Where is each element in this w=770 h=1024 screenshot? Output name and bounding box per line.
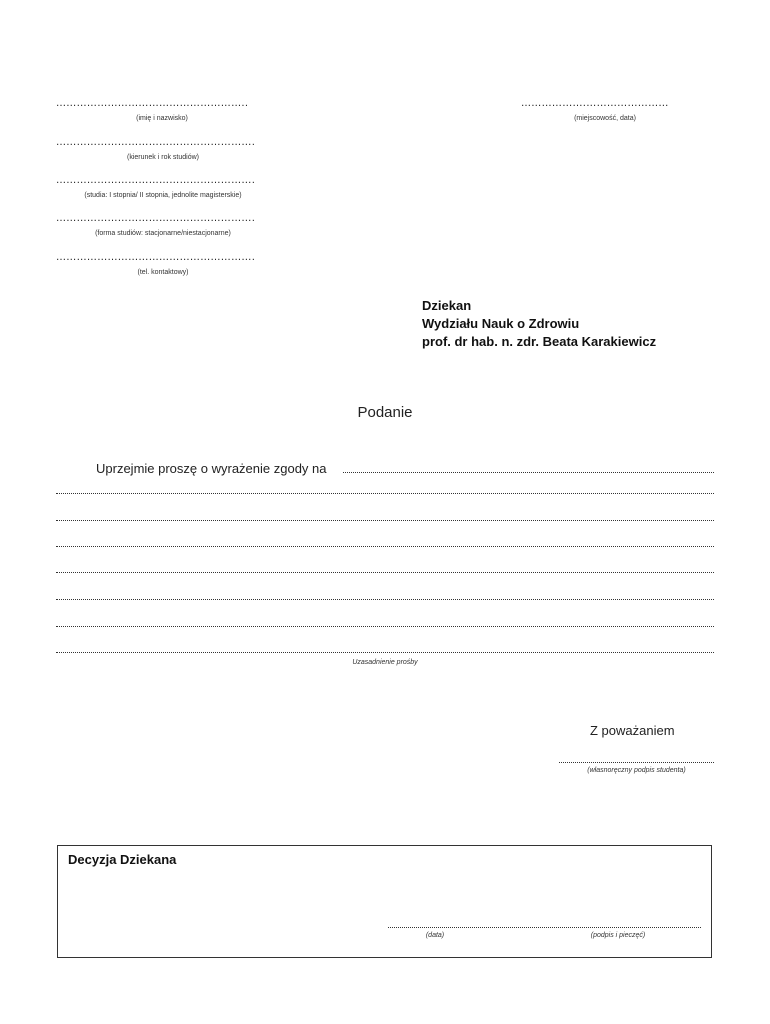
decision-signature-line[interactable] <box>388 927 701 928</box>
closing-salutation: Z poważaniem <box>590 723 675 738</box>
phone-dots[interactable]: …………………………………………………. <box>56 252 256 263</box>
study-level-label: (studia: I stopnia/ II stopnia, jednolite magisterskie) <box>84 192 242 199</box>
page-title: Podanie <box>357 404 413 421</box>
request-input-line[interactable] <box>343 472 714 473</box>
place-date-dots[interactable]: ……………….…………………… <box>521 98 669 109</box>
decision-signature-label: (podpis i pieczęć) <box>590 932 646 939</box>
decision-date-label: (data) <box>425 932 445 939</box>
decision-title: Decyzja Dziekana <box>68 852 177 867</box>
addressee-title: Dziekan <box>422 298 472 313</box>
justification-line-2[interactable] <box>56 520 714 521</box>
justification-line-5[interactable] <box>56 599 714 600</box>
justification-label: Uzasadnienie prośby <box>352 659 418 666</box>
request-intro: Uprzejmie proszę o wyrażenie zgody na <box>96 461 327 476</box>
justification-line-6[interactable] <box>56 626 714 627</box>
justification-line-4[interactable] <box>56 572 714 573</box>
phone-label: (tel. kontaktowy) <box>137 269 189 276</box>
name-field-dots[interactable]: ……………………………………………….. <box>56 98 249 109</box>
student-signature-label: (własnoręczny podpis studenta) <box>587 767 686 774</box>
student-signature-line[interactable] <box>559 762 714 763</box>
place-date-label: (miejscowość, data) <box>574 115 636 122</box>
addressee-name: prof. dr hab. n. zdr. Beata Karakiewicz <box>422 334 657 349</box>
field-of-study-label: (kierunek i rok studiów) <box>127 154 199 161</box>
justification-line-7[interactable] <box>56 652 714 653</box>
study-mode-dots[interactable]: …………………………………………………. <box>56 213 256 224</box>
study-mode-label: (forma studiów: stacjonarne/niestacjonarne) <box>95 230 231 237</box>
justification-line-3[interactable] <box>56 546 714 547</box>
justification-line-1[interactable] <box>56 493 714 494</box>
field-of-study-dots[interactable]: …………………………………………………. <box>56 137 256 148</box>
name-field-label: (imię i nazwisko) <box>136 115 188 122</box>
study-level-dots[interactable]: …………………………………………………. <box>56 175 256 186</box>
addressee-faculty: Wydziału Nauk o Zdrowiu <box>422 316 580 331</box>
